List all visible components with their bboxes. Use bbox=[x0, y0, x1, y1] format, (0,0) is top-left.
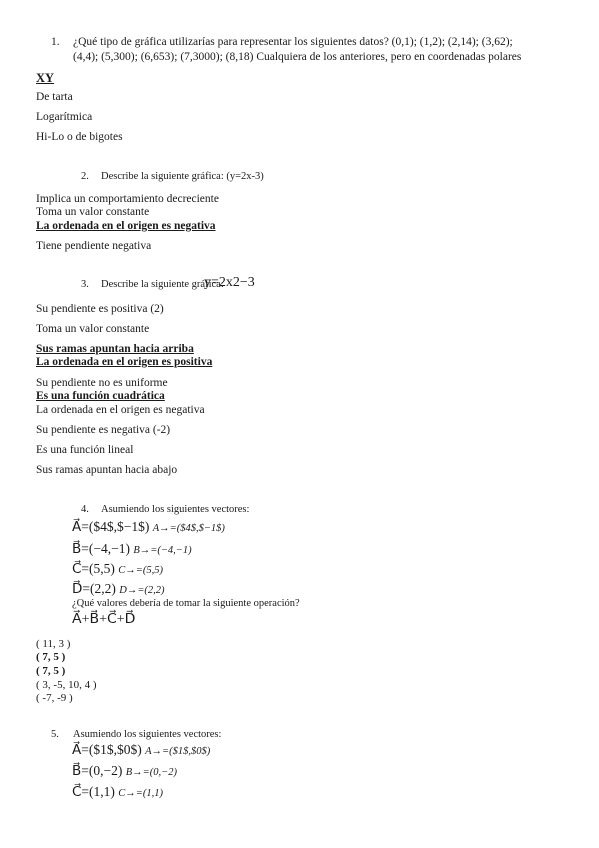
answer-option[interactable]: Toma un valor constante bbox=[36, 206, 150, 218]
question-number: 2. bbox=[81, 171, 89, 182]
vector-big: A⃗=($4$,$−1$) bbox=[72, 519, 150, 534]
vector-big: C⃗=(1,1) bbox=[72, 784, 115, 799]
answer-option[interactable]: Su pendiente es negativa (-2) bbox=[36, 424, 171, 436]
question-number: 5. bbox=[51, 729, 59, 740]
operation-formula: A⃗+B⃗+C⃗+D⃗ bbox=[72, 612, 136, 627]
answer-option[interactable]: De tarta bbox=[36, 91, 73, 103]
vector-small: B→=(0,−2) bbox=[125, 767, 177, 778]
answer-option[interactable]: Implica un comportamiento decreciente bbox=[36, 193, 219, 205]
answer-option[interactable]: ( 11, 3 ) bbox=[36, 638, 71, 650]
answer-option-selected[interactable]: La ordenada en el origen es negativa bbox=[36, 220, 216, 232]
vector-small: D→=(2,2) bbox=[119, 585, 165, 596]
vector-a bbox=[72, 742, 210, 758]
vector-c bbox=[72, 784, 163, 800]
question-text: Asumiendo los siguientes vectores: bbox=[101, 504, 250, 515]
question-text: Describe la siguiente gráfica: bbox=[101, 279, 224, 290]
vector-a bbox=[72, 519, 225, 535]
question-formula: y=2x2−3 bbox=[204, 275, 255, 290]
vector-c bbox=[72, 561, 163, 577]
answer-option[interactable]: Hi-Lo o de bigotes bbox=[36, 131, 123, 143]
answer-option[interactable]: La ordenada en el origen es negativa bbox=[36, 404, 205, 416]
answer-option-selected[interactable]: ( 7, 5 ) bbox=[36, 651, 66, 663]
vector-b bbox=[72, 763, 177, 779]
answer-option[interactable]: Es una función lineal bbox=[36, 444, 134, 456]
question-number: 3. bbox=[81, 279, 89, 290]
vector-small: A→=($1$,$0$) bbox=[145, 746, 211, 757]
vector-big: D⃗=(2,2) bbox=[72, 581, 116, 596]
answer-option[interactable]: Tiene pendiente negativa bbox=[36, 240, 152, 252]
vector-d bbox=[72, 581, 165, 597]
question-number: 1. bbox=[51, 36, 60, 48]
answer-option[interactable]: Su pendiente es positiva (2) bbox=[36, 303, 164, 315]
vector-big: B⃗=(−4,−1) bbox=[72, 541, 130, 556]
vector-b bbox=[72, 541, 192, 557]
question-number: 4. bbox=[81, 504, 89, 515]
answer-option[interactable]: Sus ramas apuntan hacia abajo bbox=[36, 464, 178, 476]
answer-option-selected[interactable]: ( 7, 5 ) bbox=[36, 665, 66, 677]
vector-small: C→=(1,1) bbox=[118, 788, 163, 799]
answer-option[interactable]: ( -7, -9 ) bbox=[36, 692, 73, 704]
answer-option[interactable]: ( 3, -5, 10, 4 ) bbox=[36, 679, 97, 691]
answer-option-selected[interactable]: XY bbox=[36, 71, 55, 85]
vector-big: B⃗=(0,−2) bbox=[72, 763, 123, 778]
operation-question: ¿Qué valores debería de tomar la siguiente operación? bbox=[72, 598, 300, 609]
answer-option-selected[interactable]: Es una función cuadrática bbox=[36, 390, 165, 402]
vector-big: A⃗=($1$,$0$) bbox=[72, 742, 142, 757]
answer-option[interactable]: Su pendiente no es uniforme bbox=[36, 377, 168, 389]
answer-option[interactable]: Logarítmica bbox=[36, 111, 93, 123]
question-text: Describe la siguiente gráfica: (y=2x-3) bbox=[101, 171, 264, 182]
vector-small: B→=(−4,−1) bbox=[133, 545, 192, 556]
vector-small: A→=($4$,$−1$) bbox=[152, 523, 225, 534]
question-text: Asumiendo los siguientes vectores: bbox=[73, 729, 222, 740]
question-text-line-1: ¿Qué tipo de gráfica utilizarías para representar los siguientes datos? (0,1); (1,2); (2,14); (3,62); bbox=[73, 36, 513, 48]
answer-option[interactable]: Toma un valor constante bbox=[36, 323, 150, 335]
vector-big: C⃗=(5,5) bbox=[72, 561, 115, 576]
vector-small: C→=(5,5) bbox=[118, 565, 163, 576]
answer-option-selected[interactable]: Sus ramas apuntan hacia arriba bbox=[36, 343, 194, 355]
answer-option-selected[interactable]: La ordenada en el origen es positiva bbox=[36, 356, 213, 368]
question-text-line-2: (4,4); (5,300); (6,653); (7,3000); (8,18) Cualquiera de los anteriores, pero en coordenadas polares bbox=[73, 51, 522, 63]
